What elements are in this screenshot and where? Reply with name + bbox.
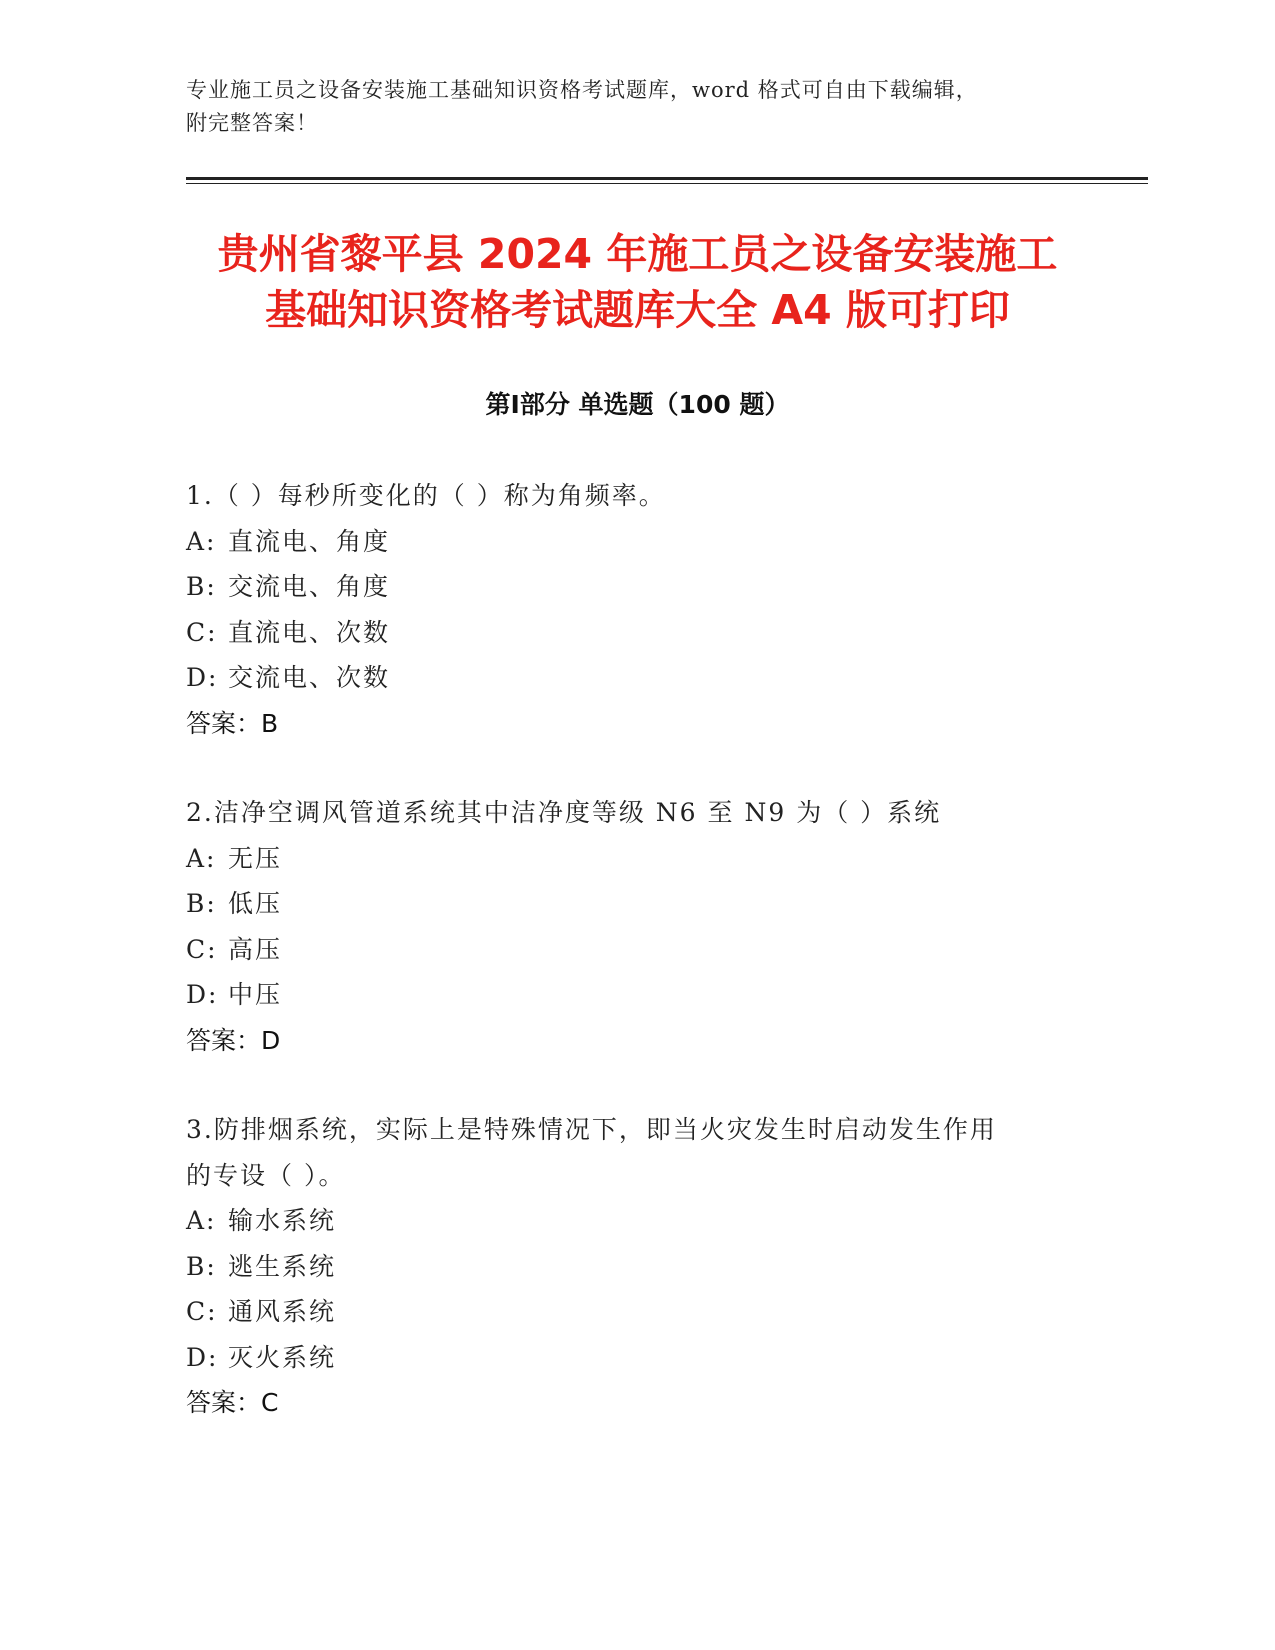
option-text: 低压 [228,889,283,918]
option-text: 通风系统 [228,1297,337,1326]
option-letter: A: [186,1206,217,1235]
option-letter: D: [186,980,219,1009]
question-item [186,790,1086,1063]
option-text: 直流电、角度 [228,526,391,556]
option-text: 中压 [228,980,283,1009]
option-text: 直流电、次数 [228,617,391,647]
answer-line: 答案：B [186,708,279,738]
option-letter: C: [186,1297,218,1326]
option-letter: B: [186,1251,217,1281]
option-d [186,1335,1086,1381]
option-b [186,1244,1086,1290]
option-b [186,881,1086,927]
option-letter: C: [186,934,218,964]
header-note-line-2: 附完整答案！ [186,111,318,135]
option-c [186,610,1086,656]
page-title-line-1: 贵州省黎平县 2024 年施工员之设备安装施工 [217,230,1058,278]
option-a [186,519,1086,565]
option-letter: B: [186,889,217,918]
option-text: 交流电、次数 [228,663,391,692]
question-stem: 2.洁净空调风管道系统其中洁净度等级 N6 至 N9 为（ ）系统 [186,798,942,827]
option-letter: C: [186,617,218,647]
question-stem-line-2: 的专设（ ）。 [186,1160,346,1190]
question-item [186,1107,1086,1426]
option-letter: D: [186,1342,219,1372]
header-divider-thin [186,183,1148,184]
option-text: 输水系统 [228,1206,337,1235]
question-list [186,473,1086,1470]
question-stem-line-1: 3.防排烟系统，实际上是特殊情况下，即当火灾发生时启动发生作用 [186,1115,997,1144]
option-text: 灭火系统 [228,1342,337,1372]
section-heading: 第Ⅰ部分 单选题（100 题） [485,390,790,419]
option-d [186,972,1086,1018]
option-text: 逃生系统 [228,1251,337,1281]
question-item [186,473,1086,746]
option-a [186,1198,1086,1244]
option-letter: A: [186,843,217,873]
option-c [186,927,1086,973]
option-text: 无压 [228,843,283,873]
header-note [186,74,1086,140]
option-a [186,836,1086,882]
option-letter: A: [186,526,217,556]
option-letter: B: [186,572,217,601]
option-b [186,564,1086,610]
option-text: 高压 [228,934,283,964]
answer-line: 答案：C [186,1388,279,1417]
option-c [186,1289,1086,1335]
option-letter: D: [186,663,219,692]
header-note-line-1: 专业施工员之设备安装施工基础知识资格考试题库，word 格式可自由下载编辑， [186,78,978,102]
page-title [140,226,1135,338]
header-divider-thick [186,177,1148,180]
answer-line: 答案：D [186,1025,281,1055]
question-stem: 1.（ ）每秒所变化的（ ）称为角频率。 [186,481,666,510]
page-title-line-2: 基础知识资格考试题库大全 A4 版可打印 [265,286,1010,334]
option-text: 交流电、角度 [228,572,391,601]
option-d [186,655,1086,701]
